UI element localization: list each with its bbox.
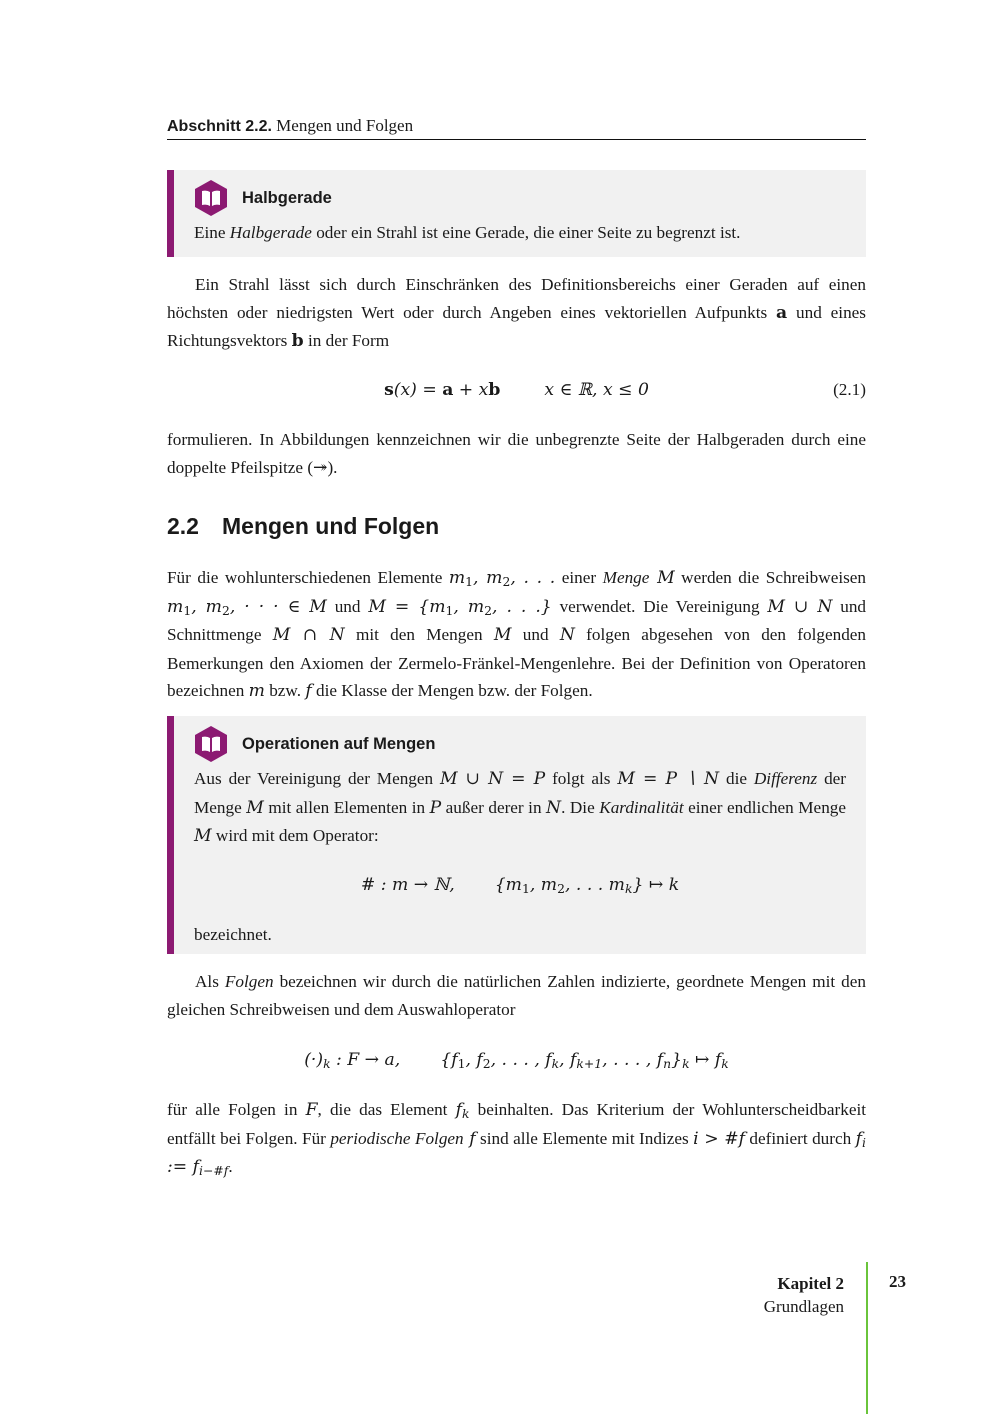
math: {f: [440, 1050, 458, 1070]
math: : F → a,: [330, 1050, 401, 1070]
math: , f: [465, 1050, 483, 1070]
equation-body: [167, 1046, 866, 1074]
math: ↦ f: [689, 1050, 722, 1070]
text-segment: Eine: [194, 223, 230, 242]
math: := f: [167, 1157, 200, 1178]
math-sub: 1: [465, 575, 474, 590]
math-sub: 1: [457, 1057, 466, 1072]
math-arg: (x) =: [393, 380, 443, 400]
term-halbgerade: Halbgerade: [229, 223, 312, 242]
equation-selection-operator: [167, 1046, 866, 1074]
footer-chapter-label: Kapitel 2: [777, 1274, 844, 1293]
math-intersection: M ∩ N: [272, 625, 345, 646]
math: }: [671, 1050, 683, 1070]
text-segment: folgt als: [545, 769, 618, 788]
text-segment: Als: [195, 972, 225, 991]
term-periodische-folgen: periodische Folgen: [330, 1128, 464, 1148]
math-sub: k: [461, 1107, 470, 1122]
math-sub: k: [323, 1057, 331, 1072]
text-segment: Ein Strahl lässt sich durch Einschränken des Definitionsbereichs einer Geraden auf einen höchsten oder niedrigsten Wert oder durch Angeben eines vektoriellen Aufpunkts: [167, 275, 866, 322]
math: , m: [453, 596, 485, 617]
math-sub: k: [682, 1057, 690, 1072]
math-a: a: [442, 380, 454, 400]
math: M = {m: [368, 596, 446, 617]
math-sub: k: [624, 881, 633, 896]
math-sub: k+1: [576, 1057, 603, 1072]
definition-box-title: [194, 177, 846, 219]
footer-chapter: [764, 1272, 844, 1318]
equation-body: [167, 376, 866, 404]
definition-box-end: [194, 921, 846, 949]
math: f: [305, 681, 312, 702]
math: , · · · ∈ M: [229, 596, 327, 617]
math-sub: 1: [445, 603, 454, 618]
text-segment: oder ein Strahl ist eine Gerade, die einer Seite zu begrenzt ist.: [311, 223, 741, 242]
math: , m: [529, 874, 558, 895]
open-book-icon: [194, 179, 228, 217]
text-segment: , die das Element: [317, 1100, 456, 1119]
text-segment: für alle Folgen in: [167, 1100, 306, 1119]
footer-divider: [866, 1262, 868, 1414]
definition-box-title: [194, 723, 846, 765]
math-vector-b: b: [291, 331, 304, 352]
term-folgen: Folgen: [224, 972, 274, 991]
equation-2-1: [167, 376, 866, 404]
definition-box-operationen: [167, 716, 866, 954]
paragraph-periodisch: [167, 1096, 866, 1182]
box-title-text: Operationen auf Mengen: [242, 734, 436, 753]
text-segment: und: [511, 625, 560, 645]
text-segment: mit den Mengen: [344, 625, 494, 645]
math: f: [855, 1128, 863, 1149]
math-sub: k: [721, 1057, 729, 1072]
math-sub: 2: [502, 575, 511, 590]
text-segment: und eines Richtungsvektors: [167, 302, 866, 351]
math: M = P ∖ N: [617, 769, 720, 789]
text-segment: Für die wohlunterschiedenen Elemente: [167, 568, 449, 587]
math: F: [305, 1100, 318, 1120]
text-segment: bezeichnen wir durch die natürlichen Zahlen indizierte, geordnete Mengen mit den gleichen Schreibweisen und dem Auswahloperator: [167, 972, 866, 1019]
section-number: 2.2: [167, 513, 199, 539]
open-book-icon: [194, 725, 228, 763]
text-segment: und: [326, 596, 369, 616]
text-segment: der Menge: [194, 769, 847, 817]
math: , m: [191, 596, 222, 617]
math: {m: [494, 874, 522, 895]
text-segment: werden die Schreibweisen: [674, 568, 867, 587]
running-header: [167, 116, 866, 140]
math: , . . . m: [564, 874, 625, 895]
math: M: [246, 797, 264, 818]
text-segment: folgen abgesehen von den folgenden Bemerkungen den Axiomen der Zermelo-Fränkel-Mengenlehre. Bei der Definition von Operatoren bezeichnen: [167, 625, 867, 701]
text-segment: sind alle Elemente mit Indizes: [475, 1128, 694, 1148]
math-sub: 1: [521, 881, 530, 896]
paragraph-folgen: [167, 968, 866, 1023]
math-sub: 2: [482, 1057, 491, 1072]
text-segment: formulieren. In Abbildungen kennzeichnen wir die unbegrenzte Seite der Halbgeraden durch eine doppelte Pfeilspitze (↠).: [167, 430, 866, 477]
math-sub: n: [663, 1057, 672, 1072]
box-title-text: Halbgerade: [242, 188, 332, 207]
math-sub: 2: [221, 603, 230, 618]
math-sub: 1: [183, 603, 192, 618]
math: m: [248, 681, 265, 702]
math: , . . . , f: [602, 1050, 664, 1070]
paragraph-mengen: [167, 564, 866, 706]
text-segment: beinhalten. Das Kriterium der Wohlunterscheidbarkeit entfällt bei Folgen. Für: [167, 1100, 866, 1148]
text-segment: die Klasse der Mengen bzw. der Folgen.: [311, 681, 593, 701]
footer-chapter-title: Grundlagen: [763, 1297, 844, 1316]
math: f: [463, 1128, 476, 1149]
math: M: [194, 826, 212, 847]
equation-cardinality: [194, 871, 846, 899]
math-vector-a: a: [776, 302, 788, 323]
text-segment: außer derer in: [441, 797, 547, 817]
text-segment: .: [228, 1157, 233, 1177]
math: , . . .: [510, 568, 556, 588]
math-sub: i: [862, 1135, 866, 1150]
text-segment: und Schnittmenge: [167, 596, 867, 645]
math-s: s: [384, 380, 394, 400]
text-segment: Aus der Vereinigung der Mengen: [194, 769, 440, 788]
math: f: [455, 1100, 462, 1120]
term-menge: Menge: [602, 568, 650, 587]
equation-number: (2.1): [833, 380, 866, 399]
math-sub: k: [551, 1057, 560, 1072]
math-b: b: [488, 380, 501, 400]
math: M: [649, 568, 675, 588]
math: , . . . , f: [490, 1050, 552, 1070]
math-plus: + x: [453, 380, 489, 400]
math-condition: x ∈ ℝ, x ≤ 0: [544, 380, 649, 400]
text-segment: wird mit dem Operator:: [211, 826, 379, 846]
term-differenz: Differenz: [753, 769, 818, 788]
text-segment: die: [719, 769, 754, 788]
math: M ∪ N = P: [440, 769, 546, 789]
math-sub: 2: [557, 881, 565, 896]
paragraph-strahl: [167, 271, 866, 356]
text-segment: einer endlichen Menge: [683, 797, 847, 817]
math-sub: i−#f: [199, 1164, 229, 1179]
section-title: Mengen und Folgen: [222, 513, 440, 539]
math: N: [546, 797, 562, 818]
math: M: [493, 625, 512, 646]
header-label: Abschnitt 2.2.: [167, 118, 272, 135]
math-union: M ∪ N: [767, 596, 833, 617]
math: , m: [473, 568, 503, 588]
term-kardinalitaet: Kardinalität: [599, 797, 684, 817]
header-title: Mengen und Folgen: [276, 116, 414, 135]
text-segment: bezeichnet.: [194, 924, 272, 944]
definition-box-text: [194, 765, 846, 851]
definition-box-text: [194, 219, 846, 247]
text-segment: in der Form: [303, 331, 390, 351]
math-sub: 2: [484, 603, 493, 618]
math: (·): [304, 1050, 324, 1070]
paragraph-formulieren: [167, 426, 866, 481]
math: P: [429, 797, 442, 818]
page-number: 23: [889, 1272, 906, 1291]
text-segment: verwendet. Die Vereinigung: [551, 596, 768, 616]
text-segment: mit allen Elementen in: [263, 797, 430, 817]
section-heading: [167, 513, 439, 540]
math: } ↦ k: [632, 874, 680, 895]
math: m: [167, 596, 184, 617]
text-segment: bzw.: [264, 681, 306, 701]
text-segment: . Die: [561, 797, 600, 817]
text-segment: definiert durch: [745, 1128, 856, 1148]
math: N: [559, 625, 575, 646]
math: m: [448, 568, 466, 588]
math: i > #f: [693, 1128, 745, 1149]
definition-box-halbgerade: [167, 170, 866, 257]
math-eq-left: # : m → ℕ,: [360, 874, 455, 895]
text-segment: einer: [555, 568, 603, 587]
math: , f: [559, 1050, 577, 1070]
math: , . . .}: [492, 596, 552, 617]
